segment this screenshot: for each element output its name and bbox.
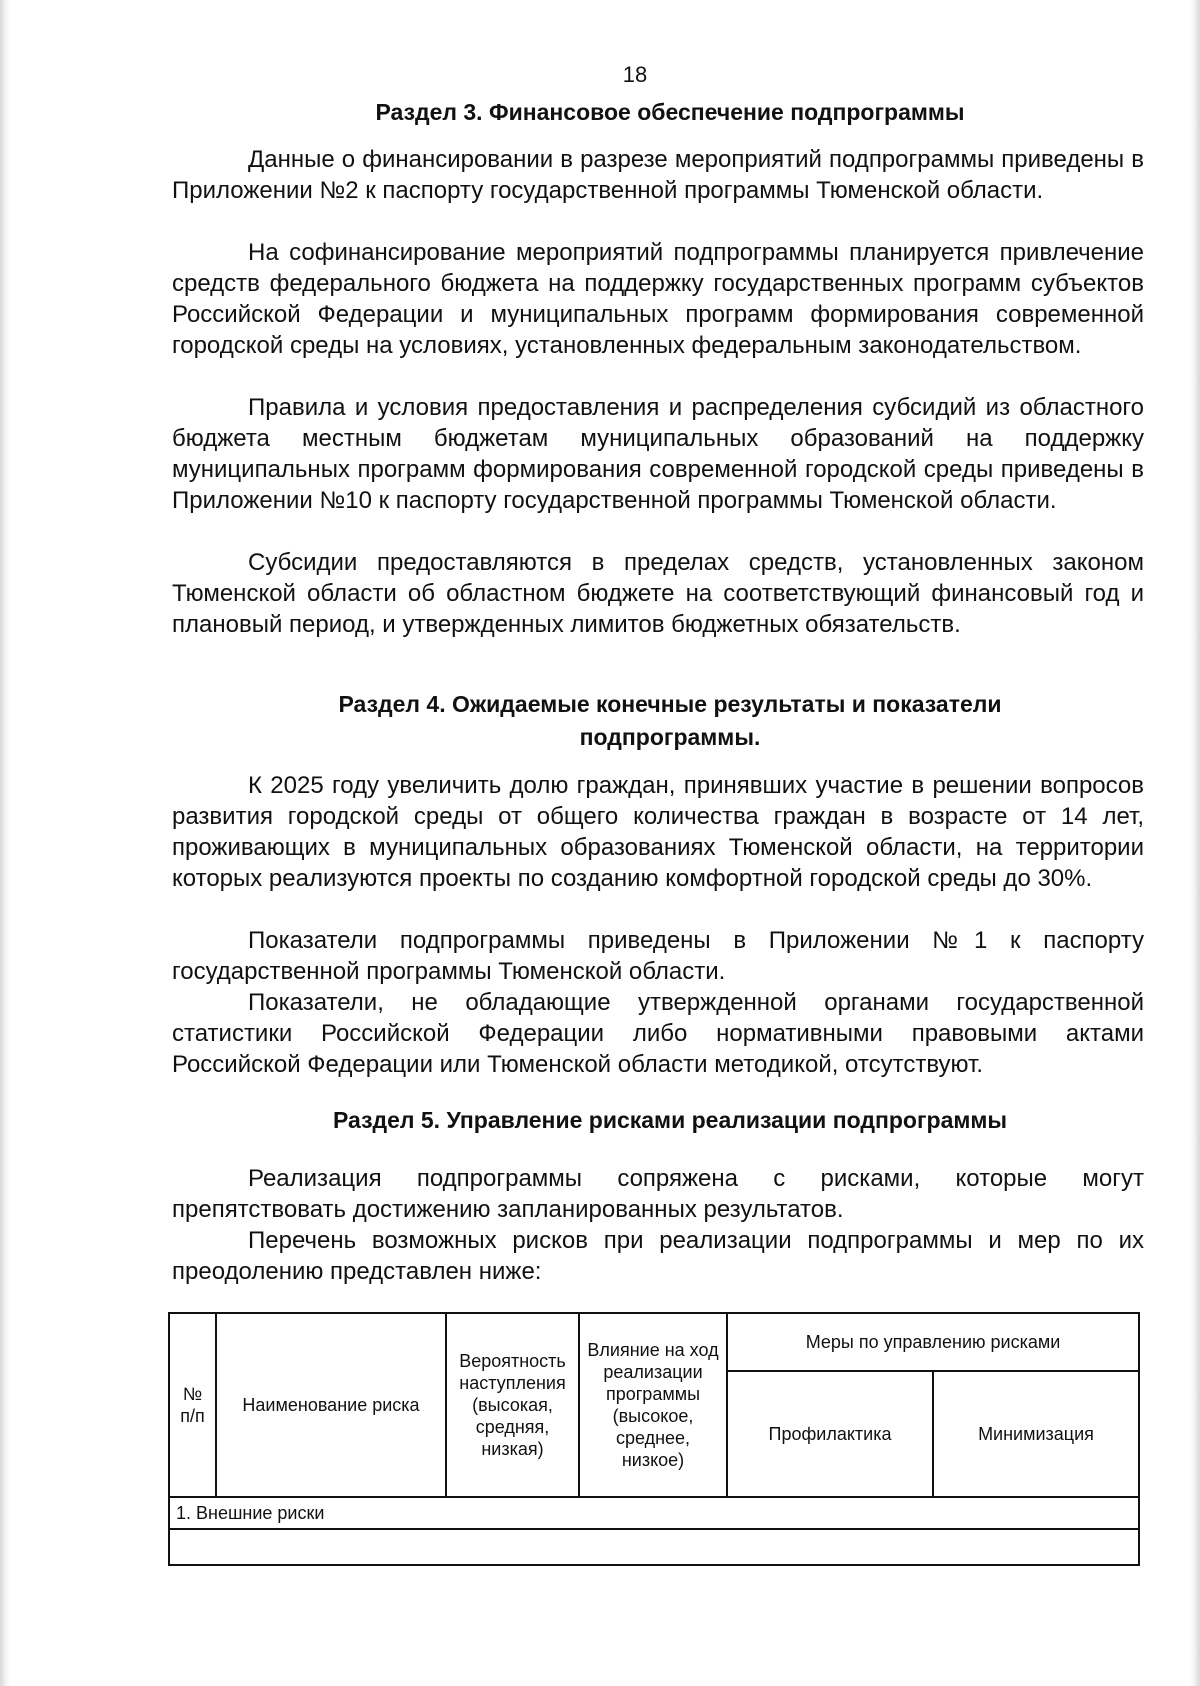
section-4-heading-line-2: подпрограммы.: [579, 724, 761, 750]
page-number: 18: [622, 62, 648, 87]
col-header-impact: Влияние на ход реализации программы (высокое, среднее, низкое): [579, 1313, 727, 1497]
section-5-heading: Раздел 5. Управление рисками реализации подпрограммы: [332, 1107, 1008, 1133]
section-3-heading: Раздел 3. Финансовое обеспечение подпрограммы: [375, 99, 965, 125]
table-group-row-external-risks: 1. Внешние риски: [169, 1497, 1139, 1529]
section-4-heading: [170, 688, 1170, 754]
table-row-empty: [169, 1529, 1139, 1565]
col-header-minimization: Минимизация: [933, 1371, 1139, 1497]
section-4-paragraph-2: Показатели подпрограммы приведены в Приложении №1 к паспорту государственной программы Тюменской области.: [172, 927, 1144, 985]
section-4-paragraph-1: К 2025 году увеличить долю граждан, принявших участие в решении вопросов развития городской среды от общего количества граждан в возрасте от 14 лет, проживающих в муниципальных образованиях Тюменской области, на территории которых реализуются проекты по созданию комфортной городской среды до 30%.: [172, 772, 1144, 892]
col-header-measures: Меры по управлению рисками: [727, 1313, 1139, 1371]
section-3-paragraph-4: Субсидии предоставляются в пределах средств, установленных законом Тюменской области об областном бюджете на соответствующий финансовый год и плановый период, и утвержденных лимитов бюджетных обязательств.: [172, 549, 1144, 638]
section-4-paragraph-3: Показатели, не обладающие утвержденной органами государственной статистики Российской Федерации либо нормативными правовыми актами Российской Федерации или Тюменской области методикой, отсутствуют.: [172, 989, 1144, 1078]
section-5-paragraph-1: Реализация подпрограммы сопряжена с рисками, которые могут препятствовать достижению запланированных результатов.: [172, 1165, 1144, 1223]
col-header-prevention: Профилактика: [727, 1371, 933, 1497]
section-5-paragraph-2: Перечень возможных рисков при реализации подпрограммы и мер по их преодолению представлен ниже:: [172, 1227, 1144, 1285]
section-3-paragraph-3: Правила и условия предоставления и распределения субсидий из областного бюджета местным бюджетам муниципальных образований на поддержку муниципальных программ формирования современной городской среды приведены в Приложении №10 к паспорту государственной программы Тюменской области.: [172, 394, 1144, 514]
col-header-probability: Вероятность наступления (высокая, средняя, низкая): [446, 1313, 579, 1497]
section-3-paragraph-1: Данные о финансировании в разрезе мероприятий подпрограммы приведены в Приложении №2 к паспорту государственной программы Тюменской области.: [172, 146, 1144, 204]
section-4-heading-line-1: Раздел 4. Ожидаемые конечные результаты и показатели: [338, 691, 1002, 717]
risk-table: [168, 1312, 1140, 1566]
scan-edge-left: [0, 0, 10, 1686]
scan-edge-right: [1190, 0, 1200, 1686]
section-3-paragraph-2: На софинансирование мероприятий подпрограммы планируется привлечение средств федерального бюджета на поддержку государственных программ субъектов Российской Федерации и муниципальных программ формирования современной городской среды на условиях, установленных федеральным законодательством.: [172, 239, 1144, 359]
col-header-risk-name: Наименование риска: [216, 1313, 446, 1497]
col-header-number: № п/п: [169, 1313, 216, 1497]
